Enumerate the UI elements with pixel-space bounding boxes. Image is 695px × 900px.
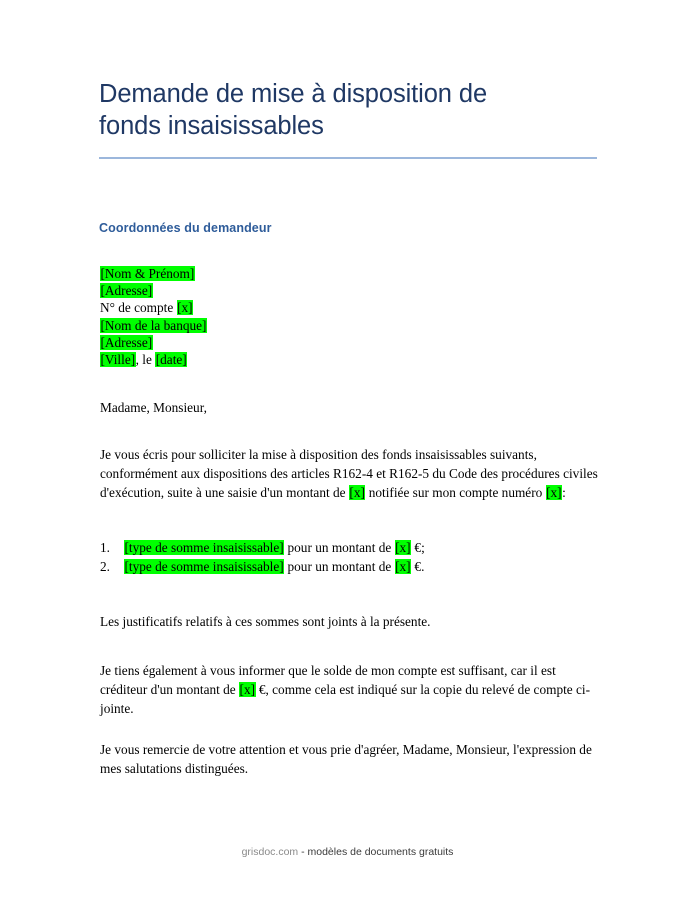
footer-brand: grisdoc.com [241,846,299,858]
placeholder-address-2: [Adresse] [100,334,153,350]
placeholder-address-1: [Adresse] [100,283,153,299]
page-title-line-2: fonds insaisissables [99,112,324,140]
placeholder-city: [Ville] [100,352,136,368]
page-title-line-1: Demande de mise à disposition de [99,80,488,108]
page-footer [0,846,695,858]
paragraph-request-part-3: : [562,485,566,501]
placeholder-account-number: [x] [177,300,193,316]
coordinates-line-name [100,265,530,282]
placeholder-bank-name: [Nom de la banque] [100,317,207,333]
list-item [100,538,570,557]
placeholder-seizure-amount: [x] [349,485,365,501]
list-item-body [124,557,570,576]
list-item-body [124,538,570,557]
applicant-coordinates-block [100,265,530,368]
list-item-mid-text: pour un montant de [284,540,395,555]
account-label: N° de compte [100,300,177,316]
paragraph-supporting-documents: Les justificatifs relatifs à ces sommes sont joints à la présente. [100,614,431,629]
section-heading-coordonnees: Coordonnées du demandeur [99,221,272,235]
coordinates-line-address-2 [100,334,530,351]
coordinates-line-bank [100,317,530,334]
paragraph-closing: Je vous remercie de votre attention et vous prie d'agréer, Madame, Monsieur, l'expression de mes salutations distinguées. [100,742,592,777]
placeholder-sum-amount: [x] [395,540,411,555]
placeholder-sum-amount: [x] [395,559,411,575]
placeholder-sum-type: [type de somme insaisissable] [124,559,284,575]
salutation: Madame, Monsieur, [100,400,207,415]
placeholder-sum-type: [type de somme insaisissable] [124,540,284,555]
city-date-separator: , le [135,352,156,368]
footer-tagline: - modèles de documents gratuits [298,846,454,858]
placeholder-name: [Nom & Prénom] [100,266,195,281]
list-item-marker: 2. [100,559,110,575]
placeholder-balance-amount: [x] [239,682,256,698]
paragraph-request [100,445,600,503]
paragraph-request-part-2: notifiée sur mon compte numéro [365,485,546,501]
placeholder-account-number-inline: [x] [546,485,562,501]
coordinates-line-address-1 [100,282,530,299]
paragraph-balance-part-1: Je tiens également à vous informer que le solde de mon compte est suffisant, car il est créditeur d'un montant de [100,663,556,698]
title-divider [99,157,597,159]
coordinates-line-account [100,299,530,316]
list-item-marker: 1. [100,540,110,555]
paragraph-balance-part-2: €, comme cela est indiqué sur la copie du relevé de compte ci-jointe. [100,682,591,717]
paragraph-balance [100,661,602,719]
list-item-suffix: €; [411,540,425,555]
paragraph-request-part-1: Je vous écris pour solliciter la mise à disposition des fonds insaisissables suivants, conformément aux dispositions des articles R162-4 et R162-5 du Code des procédures civiles d'exécution, suite à une saisie d'un montant de [100,447,598,501]
placeholder-date: [date] [155,352,187,368]
list-item [100,557,570,576]
insaisissable-items-list [100,538,570,576]
list-item-mid-text: pour un montant de [284,559,395,575]
list-item-suffix: €. [411,559,425,575]
page-title [99,78,599,142]
coordinates-line-city-date [100,351,530,368]
